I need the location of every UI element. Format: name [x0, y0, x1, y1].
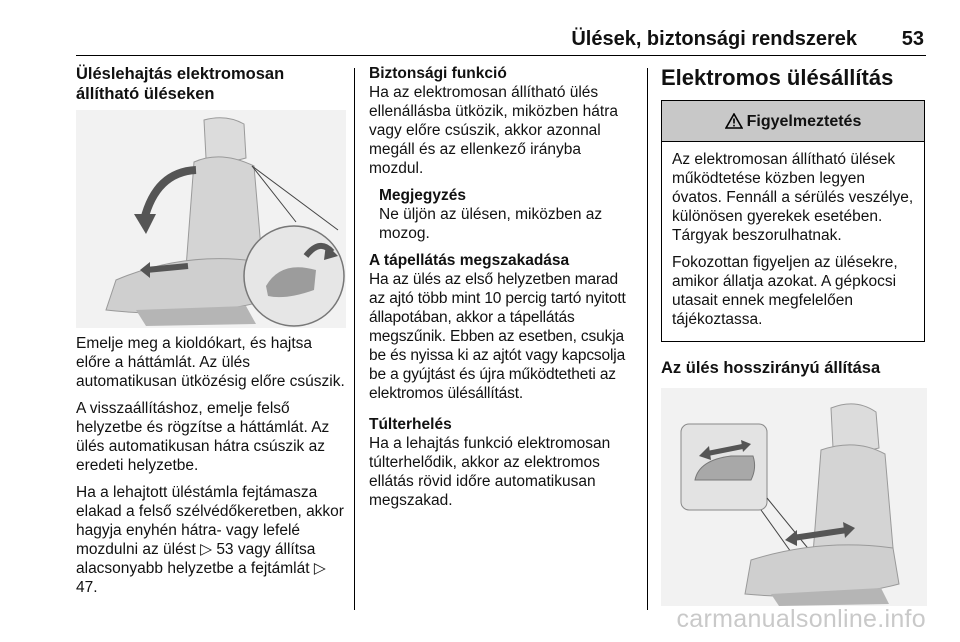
- power-interruption-text: Ha az ülés az első helyzetben marad az ajtó több mint 10 percig tartó nyitott állapotában, akkor a tápellátás megszűnik. Ebben az esetben, csukja be és nyissa ki az ajtót vagy kapcsolja be a gyújtást és újra működtetheti az elektromos ülésállítást.: [369, 271, 626, 402]
- column-right: [661, 64, 927, 606]
- section-title-line1: Üléslehajtás elektromosan: [76, 65, 285, 83]
- note-block: [369, 186, 633, 243]
- paragraph-fold-instruction: Emelje meg a kioldókart, és hajtsa előre a háttámlát. Az ülés automatikusan ütközésig előre csúszik.: [76, 335, 345, 390]
- watermark: carmanualsonline.info: [676, 605, 926, 633]
- column-divider-2: [647, 68, 648, 610]
- page-header-title: Ülések, biztonsági rendszerek: [571, 28, 857, 50]
- note-heading: Megjegyzés: [379, 187, 467, 204]
- page-number: 53: [901, 28, 924, 50]
- note-text: Ne üljön az ülésen, miközben az mozog.: [379, 206, 603, 242]
- paragraph-restore-instruction: A visszaállításhoz, emelje felső helyzetbe és rögzítse a háttámlát. Az ülés automatikusan hátra csúszik az eredeti helyzetbe.: [76, 400, 330, 474]
- header-rule: [76, 55, 926, 56]
- column-left: [76, 64, 346, 605]
- seat-backrest-fold-illustration: [76, 110, 346, 328]
- section-title: [76, 64, 346, 104]
- overload-text: Ha a lehajtás funkció elektromosan túlterhelődik, akkor az elektromos ellátás rövid időre automatikusan megszakad.: [369, 435, 611, 509]
- column-middle: [369, 64, 633, 518]
- paragraph-headrest-note: [76, 483, 346, 597]
- warning-label: Figyelmeztetés: [746, 112, 862, 130]
- headrest-note-text: Ha a lehajtott üléstámla fejtámasza elakad a felső szélvédőkeretben, akkor hagyja enyhén hátra- vagy lefelé mozdulni az ülést: [76, 484, 344, 558]
- warning-body: [662, 142, 924, 341]
- column-divider-1: [354, 68, 355, 610]
- warning-box: [661, 100, 925, 342]
- warning-header: [662, 101, 924, 142]
- longitudinal-adjust-heading: Az ülés hosszirányú állítása: [661, 359, 881, 377]
- page-ref-icon[interactable]: ▷: [200, 540, 212, 558]
- safety-function-text: Ha az elektromosan állítható ülés ellenállásba ütközik, miközben hátra vagy előre csúszik, akkor azonnal megáll és az ellenkező irányba mozdul.: [369, 84, 618, 177]
- headrest-note-ref2: 47.: [76, 579, 98, 596]
- electric-seat-heading: Elektromos ülésállítás: [661, 65, 894, 90]
- page-ref-icon[interactable]: ▷: [313, 559, 326, 577]
- seat-longitudinal-adjust-illustration: [661, 388, 927, 606]
- headrest-note-ref1: 53 vagy állítsa alacsonyabb helyzetbe a fejtámlát: [76, 541, 316, 577]
- section-title-line2: állítható üléseken: [76, 85, 215, 103]
- overload-heading: Túlterhelés: [369, 416, 452, 433]
- warning-paragraph-2: Fokozottan figyeljen az ülésekre, amikor állatja azokat. A gépkocsi utasait ennek megfelelően tájékoztassa.: [672, 254, 898, 328]
- power-interruption-heading: A tápellátás megszakadása: [369, 252, 570, 269]
- safety-function-heading: Biztonsági funkció: [369, 65, 507, 82]
- warning-paragraph-1: Az elektromosan állítható ülések működtetése közben legyen óvatos. Fennáll a sérülés veszélye, különösen gyerekek esetében. Tárgyak beszorulhatnak.: [672, 151, 914, 244]
- warning-triangle-icon: [725, 113, 743, 129]
